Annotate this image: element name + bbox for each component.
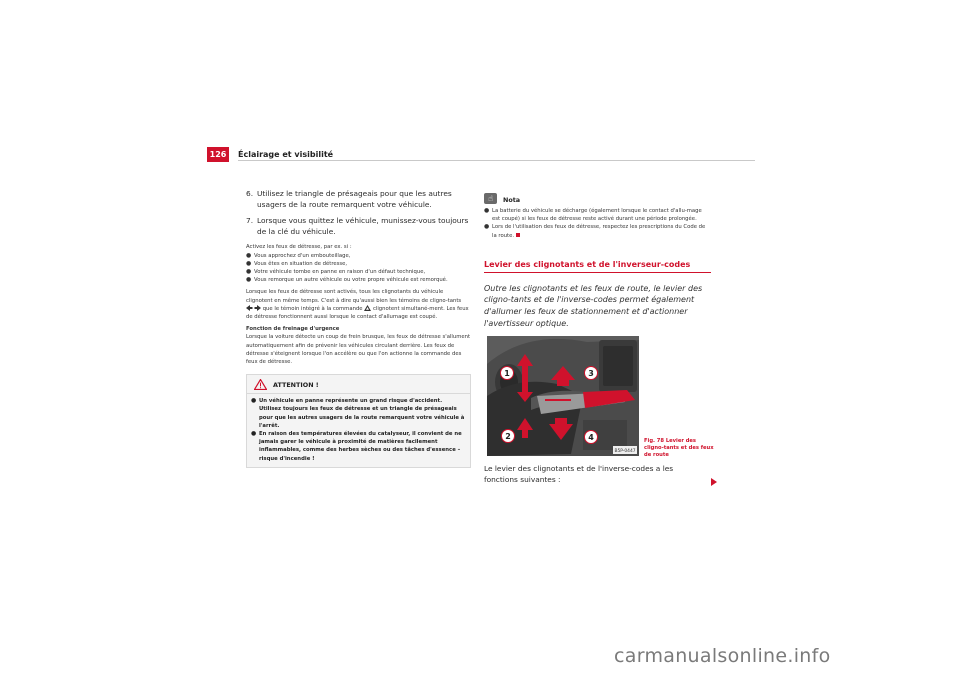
callout-3 bbox=[585, 367, 598, 380]
hazard-paragraph bbox=[246, 288, 471, 321]
warning-title: ATTENTION ! bbox=[273, 380, 319, 389]
body-text: Le levier des clignotants et de l'inverse-codes a les fonctions suivantes : bbox=[484, 464, 674, 484]
callout-2-label: 2 bbox=[505, 432, 511, 441]
step-text: Utilisez le triangle de présageais pour que les autres usagers de la route remarquent votre véhicule. bbox=[257, 189, 452, 209]
callout-3-label: 3 bbox=[588, 369, 594, 378]
warning-item: ● En raison des températures élevées du catalyseur, il convient de ne jamais garer le véhicule à proximité de matières facilement inflammables, comme des herbes sèches ou des tâches d'essence – risque d'incendie ! bbox=[251, 430, 466, 463]
nota-item: ● Lors de l'utilisation des feux de détresse, respectez les prescriptions du Code de la route. bbox=[484, 223, 706, 239]
emergency-text: Lorsque la voiture détecte un coup de frein brusque, les feux de détresse s'allument automatiquement afin de prévenir les véhicules circulant derrière. Les feux de détresse s'éteignent lorsque l'on accélère ou que l'on actionne la commande des feux de détresse. bbox=[246, 334, 471, 366]
hazard-text-2: que le témoin intégré à la commande bbox=[262, 305, 363, 312]
section-title: Levier des clignotants et de l'inverseur-codes bbox=[484, 259, 691, 269]
nota-header bbox=[484, 193, 711, 204]
callout-4-label: 4 bbox=[588, 433, 594, 442]
list-item: ● Vous approchez d'un embouteillage, bbox=[246, 251, 351, 259]
section-intro: Outre les clignotants et les feux de route, le levier des cligno-tants et de l'inverse-codes permet également d'allumer les feux de stationnement et d'actionner l'avertisseur optique. bbox=[484, 283, 703, 328]
running-title: Éclairage et visibilité bbox=[238, 150, 334, 159]
callout-1 bbox=[501, 367, 514, 380]
info-hand-icon: ☝ bbox=[484, 193, 497, 204]
lever-illustration bbox=[487, 336, 639, 456]
step-6 bbox=[246, 189, 471, 210]
hazard-text-3: clignotent simultané-ment. Les feux de détresse fonctionnent aussi lorsque le contact d'allumage est coupé. bbox=[246, 305, 469, 320]
activate-intro: Activez les feux de détresse, par ex. si : bbox=[246, 244, 352, 251]
end-marker bbox=[516, 233, 520, 237]
nota-item: ● La batterie du véhicule se décharge (également lorsque le contact d'allu-mage est coupé) si les feux de détresse reste activé durant une période prolongée. bbox=[484, 207, 711, 223]
right-column bbox=[484, 187, 711, 329]
double-arrow-icon bbox=[246, 305, 261, 311]
nota-item-text: Lors de l'utilisation des feux de détresse, respectez les prescriptions du Code de la route. bbox=[492, 224, 706, 239]
figure-caption: Fig. 78 Levier des cligno-tants et des feux de route bbox=[644, 438, 714, 458]
list-item: ● Vous remorque un autre véhicule ou votre propre véhicule est remorqué. bbox=[246, 276, 448, 284]
emergency-title: Fonction de freinage d'urgence bbox=[246, 326, 340, 333]
step-number: 7. bbox=[246, 216, 254, 226]
left-column bbox=[246, 189, 471, 468]
list-item: ● Vous êtes en situation de détresse, bbox=[246, 259, 348, 267]
warning-header bbox=[247, 375, 470, 394]
hazard-triangle-icon bbox=[364, 305, 371, 311]
callout-1-label: 1 bbox=[504, 369, 510, 378]
callout-2 bbox=[502, 430, 515, 443]
section-rule bbox=[484, 272, 711, 273]
list-item-text: Vous approchez d'un embouteillage, bbox=[254, 252, 351, 259]
warning-item: ● Un véhicule en panne représente un grand risque d'accident. Utilisez toujours les feux de détresse et un triangle de présageais pour que les autres usagers de la route remarquent votre véhicule à l'arrêt. bbox=[251, 397, 465, 429]
list-item-text: Vous remorque un autre véhicule ou votre propre véhicule est remorqué. bbox=[254, 277, 448, 284]
warning-triangle-icon bbox=[254, 379, 267, 390]
warning-body bbox=[247, 394, 470, 467]
watermark: carmanualsonline.info bbox=[614, 645, 831, 667]
step-7 bbox=[246, 216, 471, 237]
hazard-text-1: Lorsque les feux de détresse sont activés, tous les clignotants du véhicule clignotent en même temps. C'est à dire qu'aussi bien les témoins de cligno-tants bbox=[246, 289, 462, 304]
step-text: Lorsque vous quittez le véhicule, munissez-vous toujours de la clé du véhicule. bbox=[257, 216, 469, 236]
step-number: 6. bbox=[246, 189, 254, 198]
nota-title: Nota bbox=[503, 196, 521, 204]
warning-item-text: Un véhicule en panne représente un grand risque d'accident. Utilisez toujours les feux de détresse et un triangle de présageais pour que les autres usagers de la route remarquent votre véhicule à l'arrêt. bbox=[259, 398, 465, 429]
callout-4 bbox=[585, 431, 598, 444]
lever-figure bbox=[487, 336, 639, 456]
header-rule bbox=[238, 160, 755, 161]
list-item-text: Vous êtes en situation de détresse, bbox=[254, 260, 348, 267]
page-number: 126 bbox=[207, 147, 229, 162]
next-page-arrow-icon bbox=[711, 478, 717, 486]
warning-item-text: En raison des températures élevées du catalyseur, il convient de ne jamais garer le véhicule à proximité de matières facilement inflammables, comme des herbes sèches ou des tâches d'essence – risque d'incendie ! bbox=[259, 431, 462, 462]
list-item: ● Votre véhicule tombe en panne en raison d'un défaut technique, bbox=[246, 267, 426, 275]
figure-code: B5P-0447 bbox=[614, 449, 636, 454]
list-item-text: Votre véhicule tombe en panne en raison d'un défaut technique, bbox=[254, 268, 426, 275]
nota-item-text: La batterie du véhicule se décharge (également lorsque le contact d'allu-mage est coupé) si les feux de détresse reste activé durant une période prolongée. bbox=[492, 208, 702, 223]
warning-box bbox=[246, 374, 471, 468]
